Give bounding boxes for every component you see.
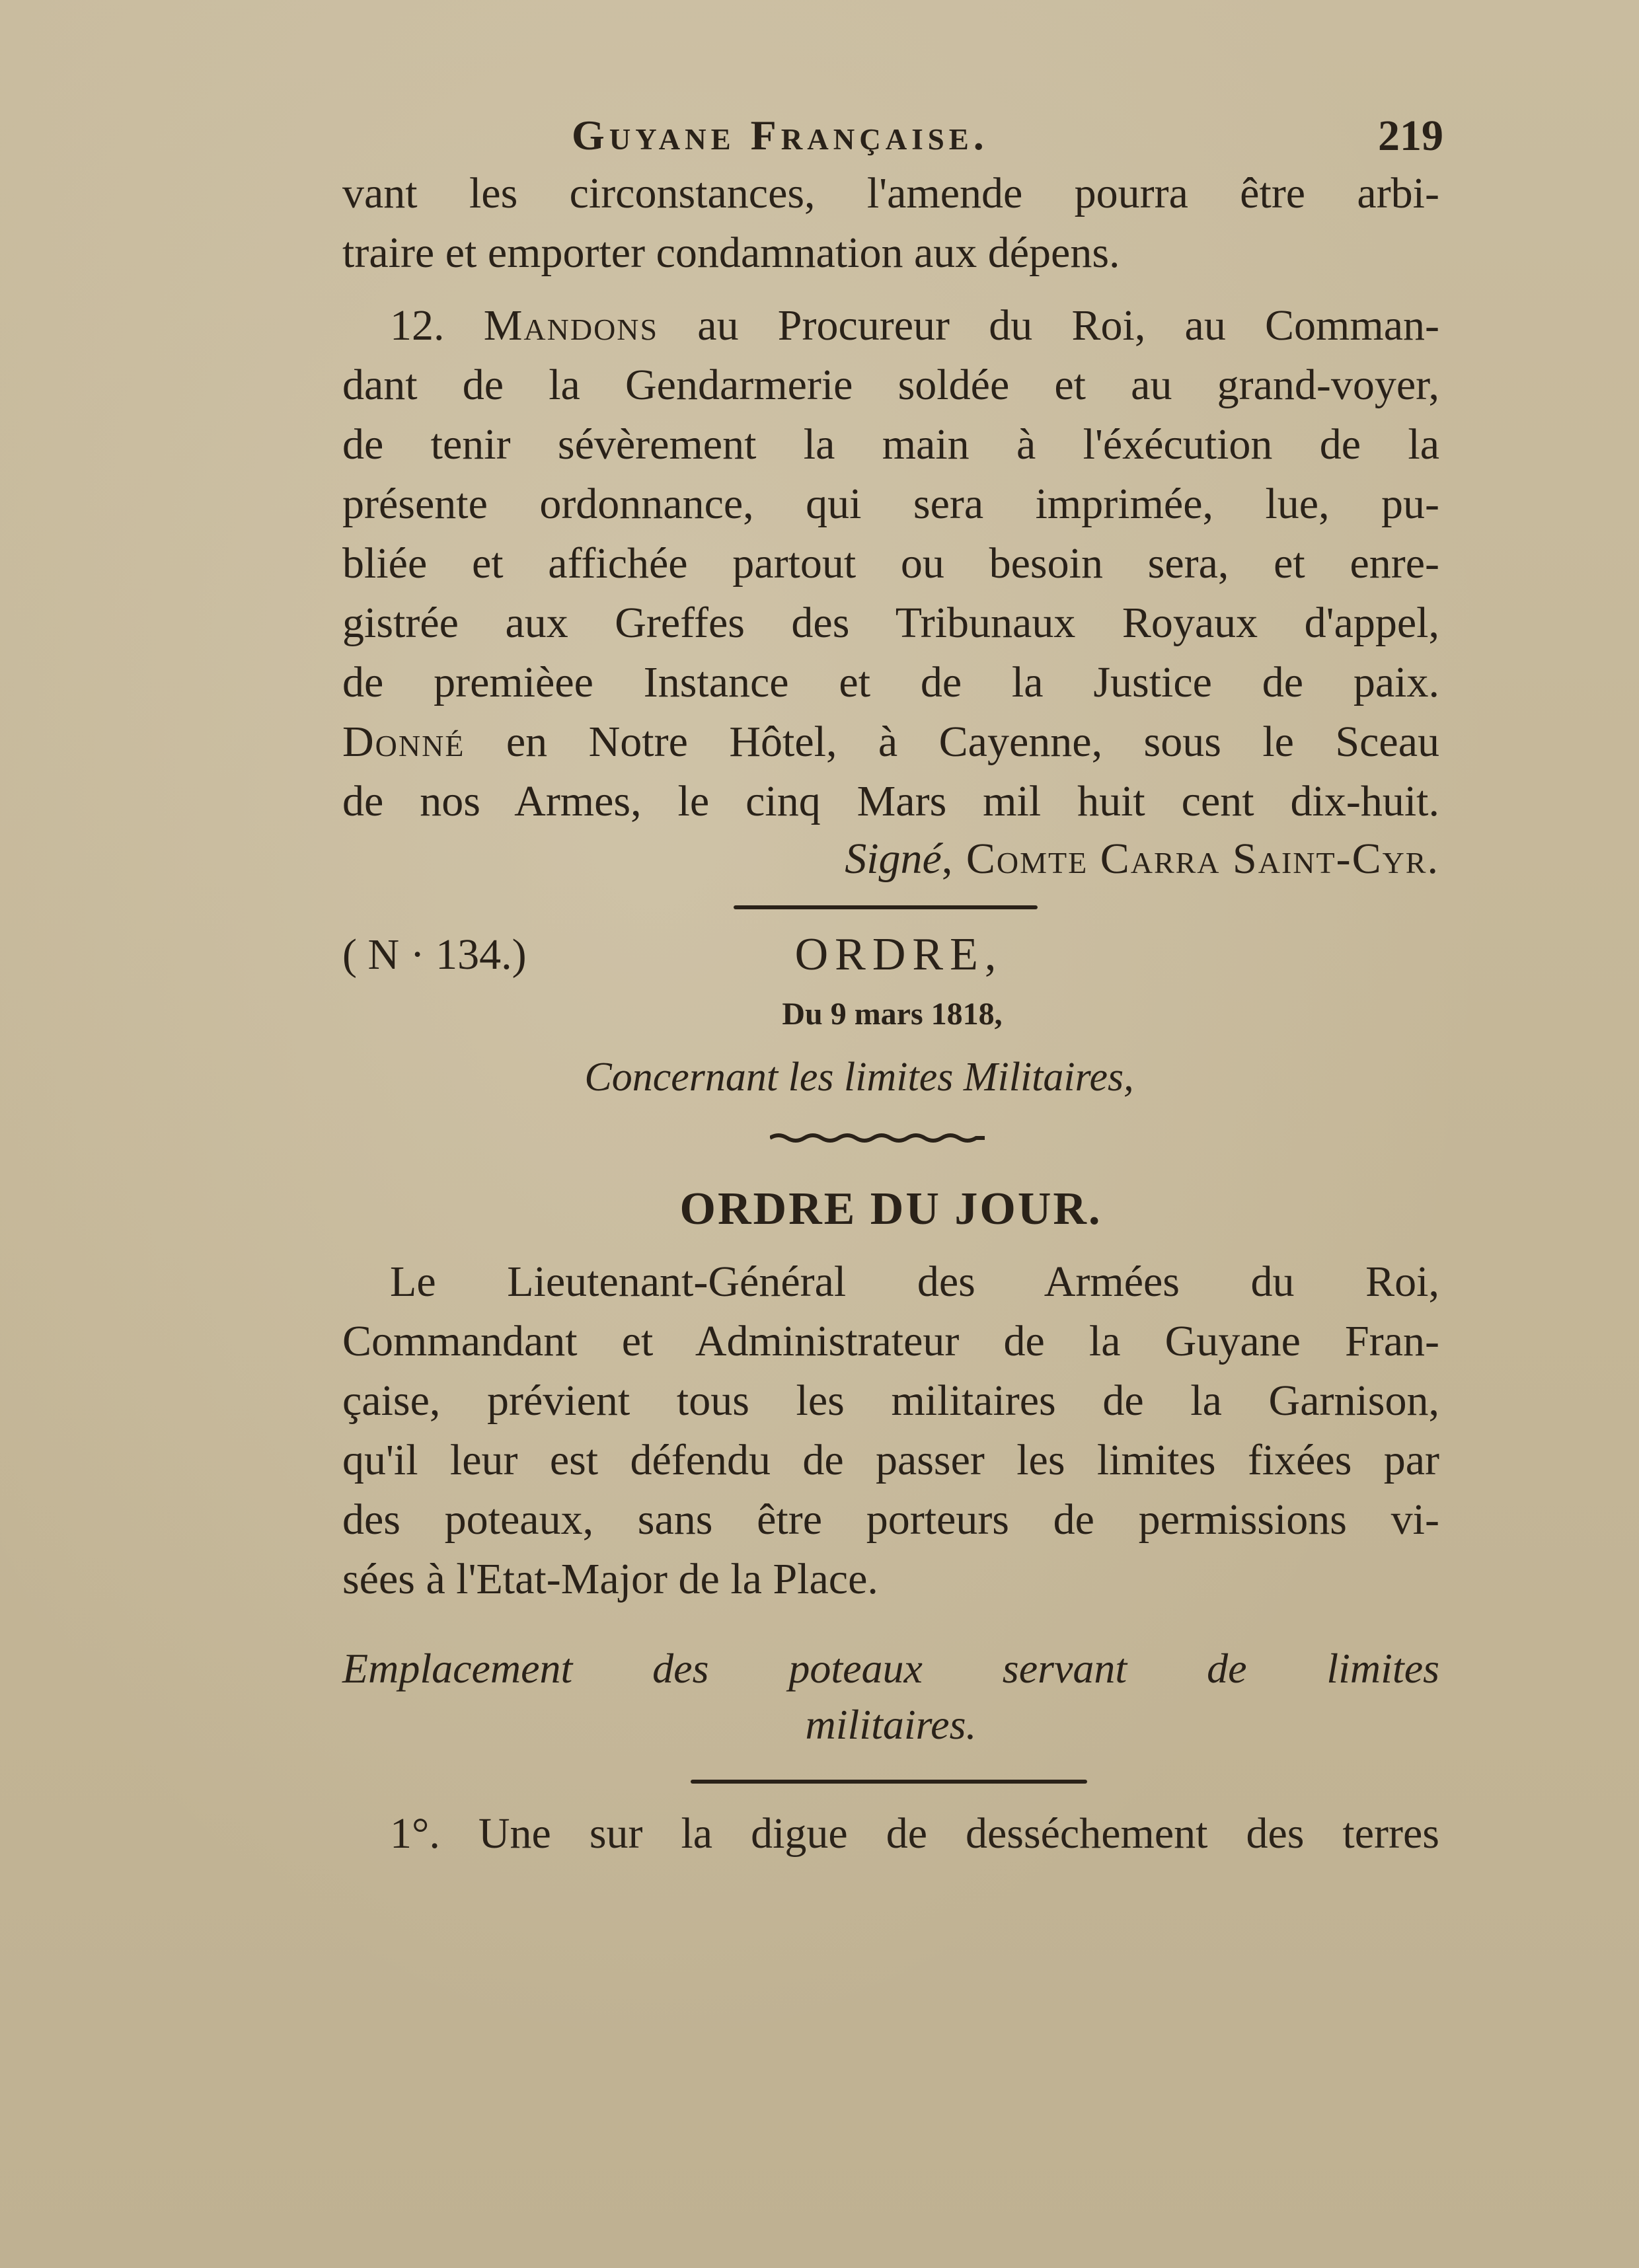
item-1-line: 1°. Une sur la digue de desséchement des terres — [390, 1809, 1439, 1858]
running-head-title: Guyane Française. — [572, 112, 989, 159]
given-lead-word: Donné — [342, 718, 465, 766]
order-of-day-line-3: çaise, prévient tous les militaires de la Garnison, — [342, 1377, 1439, 1425]
article-12-line-6: gistrée aux Greffes des Tribunaux Royaux d'appel, — [342, 599, 1439, 647]
article-12-line-5: bliée et affichée partout ou besoin sera, et enre- — [342, 539, 1439, 587]
order-of-day-line-4: qu'il leur est défendu de passer les limites fixées par — [342, 1436, 1439, 1484]
article-12-line-1-rest: au Procureur du Roi, au Comman- — [658, 301, 1439, 350]
given-line-1-rest: en Notre Hôtel, à Cayenne, sous le Sceau — [465, 718, 1439, 766]
signature — [701, 833, 1439, 886]
order-number: ( N · 134.) — [342, 930, 527, 979]
signature-label: Signé — [845, 835, 942, 883]
given-line-1 — [342, 712, 1439, 772]
order-of-day-heading: ORDRE DU JOUR. — [679, 1184, 1102, 1234]
signature-name: , Comte Carra Saint-Cyr. — [941, 835, 1439, 883]
article-12-lead-word: Mandons — [483, 301, 659, 350]
separator-rule-2 — [691, 1780, 1087, 1784]
continued-line-1: vant les circonstances, l'amende pourra être arbi- — [342, 169, 1439, 217]
placement-line-1: Emplacement des poteaux servant de limites — [342, 1645, 1439, 1692]
article-12-line-3: de tenir sévèrement la main à l'éxécution de la — [342, 420, 1439, 469]
order-date: Du 9 mars 1818, — [782, 997, 1003, 1032]
running-head — [344, 111, 1441, 167]
order-of-day-line-1: Le Lieutenant-Général des Armées du Roi, — [390, 1258, 1439, 1306]
order-title: ORDRE, — [794, 929, 1003, 980]
order-subject: Concernant les limites Militaires, — [584, 1055, 1134, 1100]
article-12-line-7: de premièee Instance et de la Justice de paix. — [342, 658, 1439, 706]
order-of-day-line-5: des poteaux, sans être porteurs de permissions vi- — [342, 1495, 1439, 1544]
order-of-day-line-2: Commandant et Administrateur de la Guyane Fran- — [342, 1317, 1439, 1365]
article-12-line-4: présente ordonnance, qui sera imprimée, lue, pu- — [342, 480, 1439, 528]
placement-line-2: militaires. — [805, 1701, 977, 1748]
given-line-2: de nos Armes, le cinq Mars mil huit cent dix-huit. — [342, 777, 1439, 825]
separator-rule-1 — [734, 905, 1038, 909]
wavy-ornament-icon — [770, 1131, 985, 1145]
article-12-line-2: dant de la Gendarmerie soldée et au grand-voyer, — [342, 361, 1439, 409]
article-12-line-1 — [342, 296, 1439, 356]
page-number: 219 — [1378, 112, 1443, 160]
continued-line-2: traire et emporter condamnation aux dépens. — [342, 229, 1120, 277]
article-12-number: 12. — [390, 301, 445, 350]
order-of-day-line-6: sées à l'Etat-Major de la Place. — [342, 1555, 878, 1603]
